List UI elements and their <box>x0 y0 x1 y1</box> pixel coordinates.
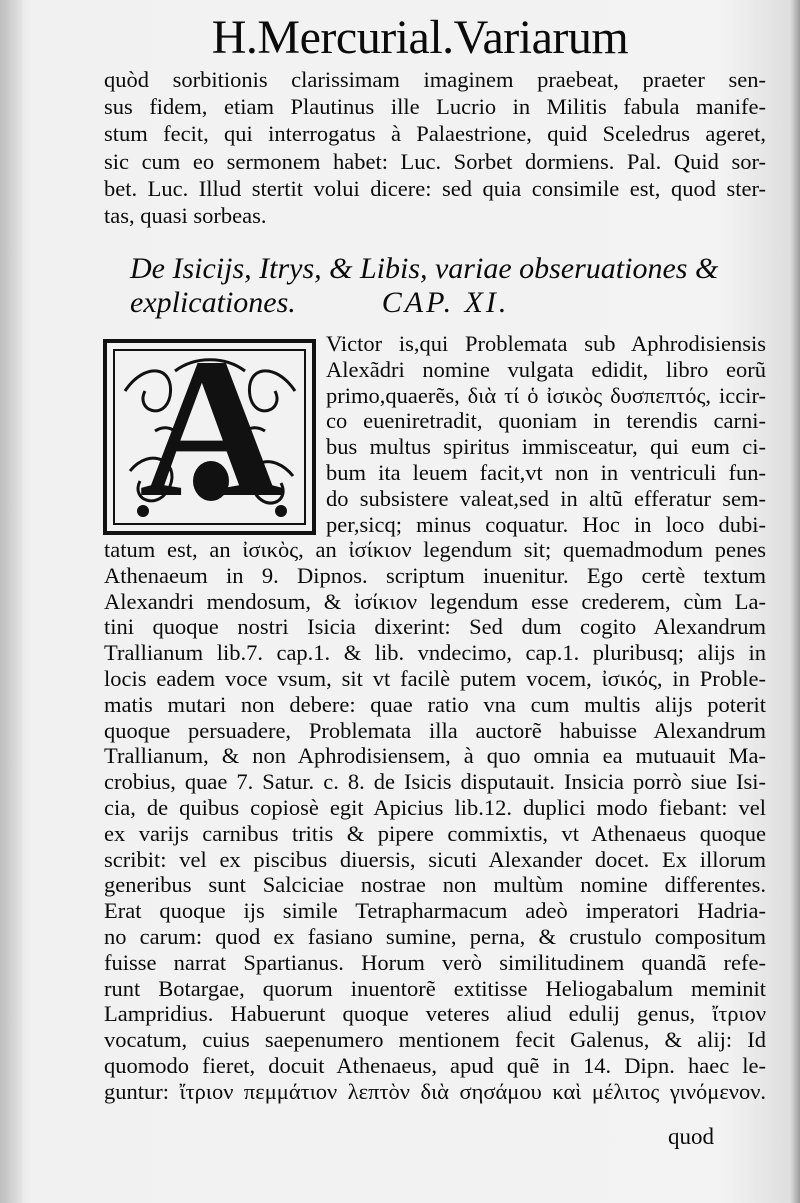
chapter-heading-explicationes: explicationes. <box>130 286 296 319</box>
text-line: tas, quasi sorbeas. <box>104 203 267 228</box>
text-line: primo,quaerẽs, διὰ τί ὁ ἰσικὸς δυσπεπτός, iccir- <box>326 382 766 408</box>
text-line: guntur: ἴτριον πεμμάτιον λεπτὸν διὰ σησάμου καὶ μέλιτος γινόμενον. <box>104 1078 766 1104</box>
text-line: co eueniretradit, quoniam in terendis carni- <box>326 408 766 434</box>
text-line: generibus sunt Salciciae nostrae non multùm nomine differentes. <box>104 872 766 898</box>
text-line: Victor is,qui Problemata sub Aphrodisiensis <box>326 331 766 356</box>
text-line: sus fidem, etiam Plautinus ille Lucrio in Militis fabula manife- <box>104 94 766 120</box>
text-line: Alexãdri nomine vulgata edidit, libro eorũ <box>326 356 766 382</box>
text-line: no carum: quod ex fasiano sumine, perna, & crustulo compositum <box>104 924 766 949</box>
text-line: Alexandri mendosum, & ἰσίκιον legendum esse crederem, cùm La- <box>104 588 766 614</box>
text-line: Trallianum lib.7. cap.1. & lib. vndecimo, cap.1. pluribusq; alijs in <box>104 640 766 666</box>
text-line: vocatum, cuius saepenumero mentionem fecit Galenus, & alij: Id <box>104 1027 766 1053</box>
text-line: do subsistere valeat,sed in altũ efferatur sem- <box>326 485 766 511</box>
text-line: ex varijs carnibus tritis & pipere commixtis, vt Athenaeus quoque <box>104 820 766 846</box>
decorated-initial-frame <box>113 349 306 525</box>
text-line: scribit: vel ex piscibus diuersis, sicuti Alexander docet. Ex illorum <box>104 846 766 872</box>
text-line: Trallianum, & non Aphrodisiensem, à quo omnia ea mutuauit Ma- <box>104 743 766 769</box>
text-line: locis eadem voce vsum, sit vt facilè putem vocem, ἰσικός, in Proble- <box>104 666 766 691</box>
text-line: runt Botargae, quorum inuentorẽ extitisse Heliogabalum meminit <box>104 975 766 1001</box>
chapter-number: CAP. XI. <box>381 286 510 319</box>
text-line: stum fecit, qui interrogatus à Palaestrione, quid Sceledrus ageret, <box>104 121 766 147</box>
text-line: fuisse narrat Spartianus. Horum verò similitudinem quandã refe- <box>104 949 766 975</box>
text-line: bet. Luc. Illud stertit volui dicere: sed quia consimile est, quod ster- <box>104 175 766 201</box>
text-line: matis mutari non debere: quae ratio vna cum multis alijs poterit <box>104 691 766 717</box>
initial-letter: A <box>139 349 284 525</box>
decorated-initial <box>103 339 316 535</box>
text-line: cia, de quibus copiosè egit Apicius lib.12. duplici modo fiebant: vel <box>104 795 766 820</box>
text-line: sic cum eo sermonem habet: Luc. Sorbet dormiens. Pal. Quid sor- <box>104 148 766 174</box>
text-line: tini quoque nostri Isicia dixerint: Sed dum cogito Alexandrum <box>104 614 766 640</box>
text-line: quomodo fieret, docuit Athenaeus, apud quẽ in 14. Dipn. haec le- <box>104 1053 766 1078</box>
text-line: bus multus spiritus immisceatur, qui eum ci- <box>326 434 766 460</box>
text-line: quòd sorbitionis clarissimam imaginem praebeat, praeter sen- <box>104 67 766 92</box>
page-gutter-shadow <box>0 0 22 1203</box>
text-line: Athenaeum in 9. Dipnos. scriptum inuenitur. Ego certè textum <box>104 562 766 588</box>
text-line: Erat quoque ijs simile Tetrapharmacum adeò imperatori Hadria- <box>104 898 766 924</box>
text-line: Lampridius. Habuerunt quoque veteres aliud edulij genus, ἴτριον <box>104 1001 766 1027</box>
text-line: crobius, quae 7. Satur. c. 8. de Isicis disputauit. Insicia porrò siue Isi- <box>104 769 766 795</box>
running-header: H.Mercurial.Variarum <box>211 11 629 64</box>
text-line: tatum est, an ἰσικὸς, an ἰσίκιον legendum sit; quemadmodum penes <box>104 537 766 562</box>
text-line: quoque persuadere, Problemata illa auctorẽ habuisse Alexandrum <box>104 717 766 743</box>
catchword: quod <box>668 1124 714 1149</box>
chapter-heading-line-1: De Isicijs, Itrys, & Libis, variae obseruationes & <box>130 252 719 285</box>
chapter-heading-line-2 <box>130 284 760 322</box>
text-line: bum ita leuem facit,vt non in ventriculi fun- <box>326 460 766 485</box>
page-edge-shadow <box>790 0 800 1203</box>
text-line: per,sicq; minus coquatur. Hoc in loco dubi- <box>326 511 766 537</box>
